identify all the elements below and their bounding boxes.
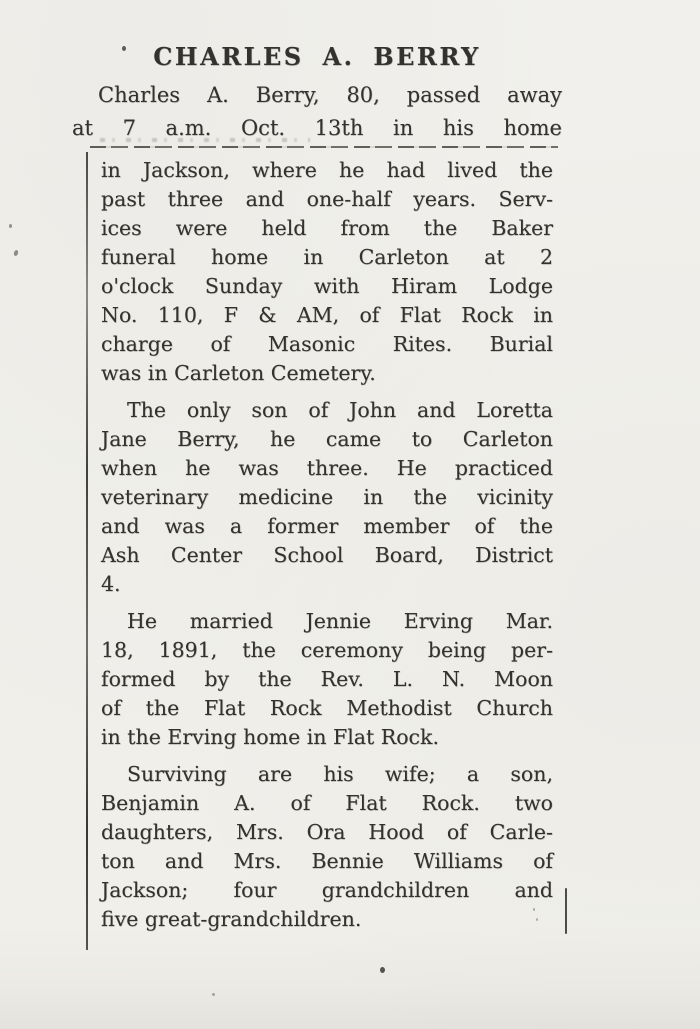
obituary-line: past three and one-half years. Serv- xyxy=(101,187,553,211)
obituary-line: ton and Mrs. Bennie Williams of xyxy=(101,849,553,873)
ink-speck xyxy=(9,224,12,228)
obituary-line: five great-grandchildren. xyxy=(101,907,362,931)
obituary-line: in the Erving home in Flat Rock. xyxy=(101,725,439,749)
clipping-left-rule xyxy=(86,152,88,950)
ink-smudge xyxy=(100,138,310,142)
obituary-line: Charles A. Berry, 80, passed away xyxy=(98,83,562,107)
ink-speck xyxy=(533,908,535,911)
clipping-top-rule xyxy=(90,146,558,148)
paragraph xyxy=(101,607,553,752)
clipping-right-rule xyxy=(565,888,567,934)
obituary-line: Surviving are his wife; a son, xyxy=(127,762,553,786)
ink-speck xyxy=(380,967,385,973)
obituary-line: in Jackson, where he had lived the xyxy=(101,158,553,182)
obituary-line: The only son of John and Loretta xyxy=(127,398,553,422)
obituary-line: He married Jennie Erving Mar. xyxy=(127,609,553,633)
obituary-line: veterinary medicine in the vicinity xyxy=(101,485,553,509)
ink-speck xyxy=(122,46,126,51)
obituary-line: 4. xyxy=(101,572,121,596)
obituary-line: of the Flat Rock Methodist Church xyxy=(101,696,553,720)
obituary-text-column xyxy=(101,156,553,934)
obituary-masthead xyxy=(72,42,562,145)
paragraph xyxy=(101,156,553,388)
obituary-line: at 7 a.m. Oct. 13th in his home xyxy=(72,116,562,140)
ink-speck xyxy=(13,250,19,257)
obituary-line: Ash Center School Board, District xyxy=(101,543,553,567)
obituary-line: Benjamin A. of Flat Rock. two xyxy=(101,791,553,815)
ink-speck xyxy=(212,993,215,996)
obituary-line: ices were held from the Baker xyxy=(101,216,553,240)
obituary-line: was in Carleton Cemetery. xyxy=(101,361,376,385)
obituary-line: Jackson; four grandchildren and xyxy=(101,878,553,902)
ink-speck xyxy=(536,918,538,921)
obituary-line: 18, 1891, the ceremony being per- xyxy=(101,638,553,662)
obituary-line: Jane Berry, he came to Carleton xyxy=(101,427,553,451)
obituary-line: formed by the Rev. L. N. Moon xyxy=(101,667,553,691)
newsprint-clipping xyxy=(86,144,568,934)
obituary-line: No. 110, F & AM, of Flat Rock in xyxy=(101,303,553,327)
obituary-line: charge of Masonic Rites. Burial xyxy=(101,332,553,356)
paragraph xyxy=(101,396,553,599)
obituary-line: and was a former member of the xyxy=(101,514,553,538)
obituary-title: CHARLES A. BERRY xyxy=(153,42,481,71)
obituary-line: when he was three. He practiced xyxy=(101,456,553,480)
paragraph xyxy=(101,760,553,934)
obituary-line: funeral home in Carleton at 2 xyxy=(101,245,553,269)
obituary-line: daughters, Mrs. Ora Hood of Carle- xyxy=(101,820,553,844)
obituary-line: o'clock Sunday with Hiram Lodge xyxy=(101,274,553,298)
